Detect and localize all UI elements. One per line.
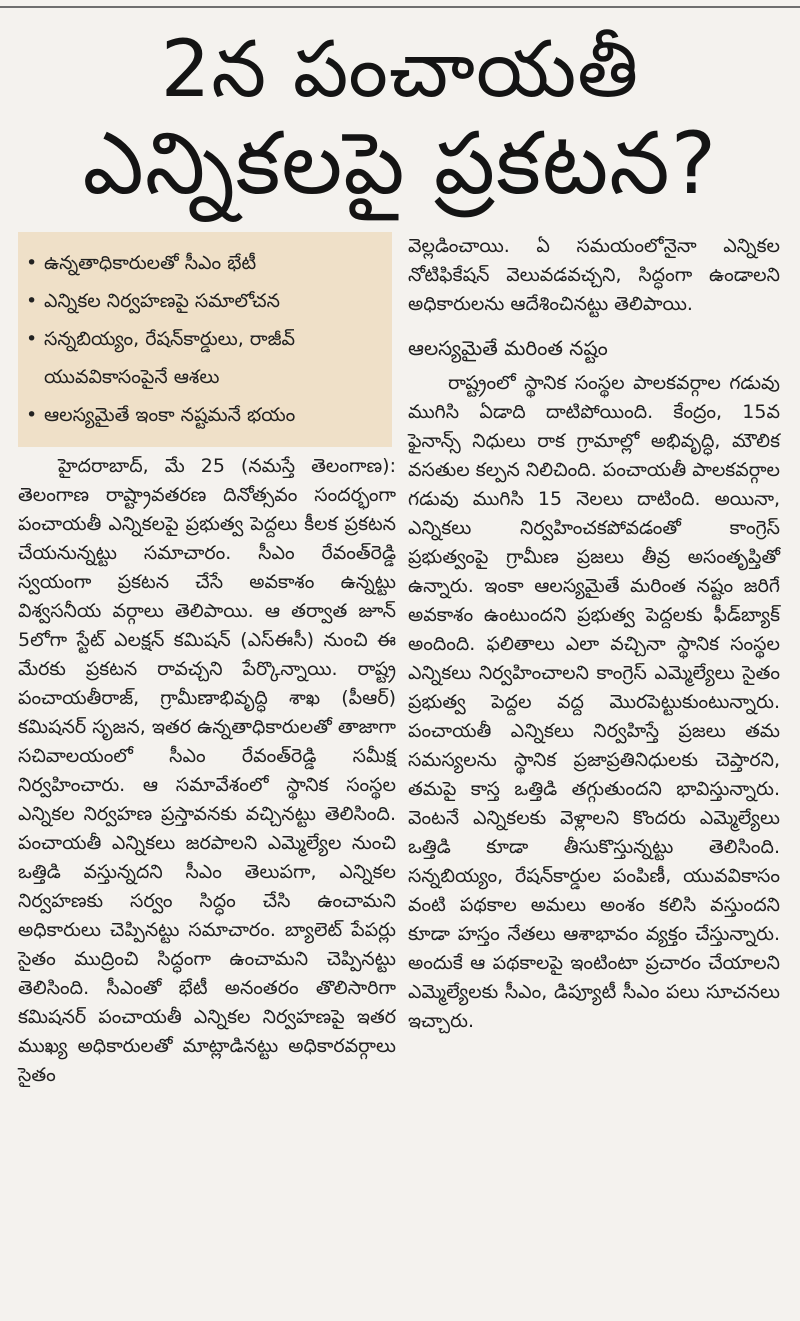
right-column: [408, 232, 780, 1036]
bullet-icon: •: [26, 252, 38, 274]
highlight-item: [26, 320, 386, 396]
highlight-item: [26, 244, 386, 282]
highlight-text: ఎన్నికల నిర్వహణపై సమాలోచన: [44, 290, 280, 312]
body-paragraph-left: హైదరాబాద్, మే 25 (నమస్తే తెలంగాణ): తెలంగాణ రాష్ట్రావతరణ దినోత్సవం సందర్భంగా పంచాయతీ ఎన్నికలపై ప్రభుత్వ పెద్దలు కీలక ప్రకటన చేయనున్నట్టు సమాచారం. సీఎం రేవంత్‌రెడ్డి స్వయంగా ప్రకటన చేసే అవకాశం ఉన్నట్టు విశ్వసనీయ వర్గాలు తెలిపాయి. ఆ తర్వాత జూన్ 5లోగా స్టేట్ ఎలక్షన్ కమిషన్ (ఎస్ఈసీ) నుంచి ఈ మేరకు ప్రకటన రావచ్చని పేర్కొన్నాయి. రాష్ట్ర పంచాయతీరాజ్, గ్రామీణాభివృద్ధి శాఖ (పీఆర్) కమిషనర్ సృజన, ఇతర ఉన్నతాధికారులతో తాజాగా సచివాలయంలో సీఎం రేవంత్‌రెడ్డి సమీక్ష నిర్వహించారు. ఆ సమావేశంలో స్థానిక సంస్థల ఎన్నికల నిర్వహణ ప్రస్తావనకు వచ్చినట్టు తెలిసింది. పంచాయతీ ఎన్నికలు జరపాలని ఎమ్మెల్యేల నుంచి ఒత్తిడి వస్తున్నదని సీఎం తెలుపగా, ఎన్నికల నిర్వహణకు సర్వం సిద్ధం చేసి ఉంచామని అధికారులు చెప్పినట్టు సమాచారం. బ్యాలెట్ పేపర్లు సైతం ముద్రించి సిద్ధంగా ఉంచామని చెప్పినట్టు తెలిసింది. సీఎంతో భేటీ అనంతరం తొలిసారిగా కమిషనర్ పంచాయతీ ఎన్నికల నిర్వహణపై ఇతర ముఖ్య అధికారులతో మాట్లాడినట్టు అధికారవర్గాలు సైతం: [18, 455, 396, 1086]
highlight-text: ఆలస్యమైతే ఇంకా నష్టమనే భయం: [44, 404, 296, 426]
top-rule: [0, 6, 800, 8]
bullet-icon: •: [26, 404, 38, 426]
left-column: [18, 452, 396, 1090]
highlight-text: సన్నబియ్యం, రేషన్‌కార్డులు, రాజీవ్ యువవికాసంపైనే ఆశలు: [44, 328, 295, 388]
highlights-box: [18, 232, 392, 447]
section-subheading: ఆలస్యమైతే మరింత నష్టం: [408, 336, 608, 360]
highlight-text: ఉన్నతాధికారులతో సీఎం భేటీ: [44, 252, 257, 274]
highlight-item: [26, 396, 386, 434]
highlight-item: [26, 282, 386, 320]
bullet-icon: •: [26, 290, 38, 312]
body-paragraph-continued: వెల్లడించాయి. ఏ సమయంలోనైనా ఎన్నికల నోటిఫికేషన్ వెలువడవచ్చని, సిద్ధంగా ఉండాలని అధికారులను ఆదేశించినట్టు తెలిపాయి.: [408, 235, 780, 315]
body-paragraph-right: రాష్ట్రంలో స్థానిక సంస్థల పాలకవర్గాల గడువు ముగిసి ఏడాది దాటిపోయింది. కేంద్రం, 15వ ఫైనాన్స్ నిధులు రాక గ్రామాల్లో అభివృద్ధి, మౌలిక వసతుల కల్పన నిలిచింది. పంచాయతీ పాలకవర్గాల గడువు ముగిసి 15 నెలలు దాటింది. అయినా, ఎన్నికలు నిర్వహించకపోవడంతో కాంగ్రెస్ ప్రభుత్వంపై గ్రామీణ ప్రజలు తీవ్ర అసంతృప్తితో ఉన్నారు. ఇంకా ఆలస్యమైతే మరింత నష్టం జరిగే అవకాశం ఉంటుందని ప్రభుత్వ పెద్దలకు ఫీడ్‌బ్యాక్ అందింది. ఫలితాలు ఎలా వచ్చినా స్థానిక సంస్థల ఎన్నికలు నిర్వహించాలని కాంగ్రెస్ ఎమ్మెల్యేలు సైతం ప్రభుత్వ పెద్దల వద్ద మొరపెట్టుకుంటున్నారు. పంచాయతీ ఎన్నికలు నిర్వహిస్తే ప్రజలు తమ సమస్యలను స్థానిక ప్రజాప్రతినిధులకు చెప్తారని, తమపై కాస్త ఒత్తిడి తగ్గుతుందని భావిస్తున్నారు. వెంటనే ఎన్నికలకు వెళ్లాలని కొందరు ఎమ్మెల్యేలు ఒత్తిడి కూడా తీసుకొస్తున్నట్టు తెలిసింది. సన్నబియ్యం, రేషన్‌కార్డుల పంపిణీ, యువవికాసం వంటి పథకాల అమలు అంశం కలిసి వస్తుందని కూడా హస్తం నేతలు ఆశాభావం వ్యక్తం చేస్తున్నారు. అందుకే ఆ పథకాలపై ఇంటింటా ప్రచారం చేయాలని ఎమ్మెల్యేలకు సీఎం, డిప్యూటీ సీఎం పలు సూచనలు ఇచ్చారు.: [408, 372, 780, 1032]
headline-line-1: 2న పంచాయతీ: [160, 25, 640, 115]
headline-line-2: ఎన్నికలపై ప్రకటన?: [82, 114, 718, 214]
bullet-icon: •: [26, 328, 38, 350]
